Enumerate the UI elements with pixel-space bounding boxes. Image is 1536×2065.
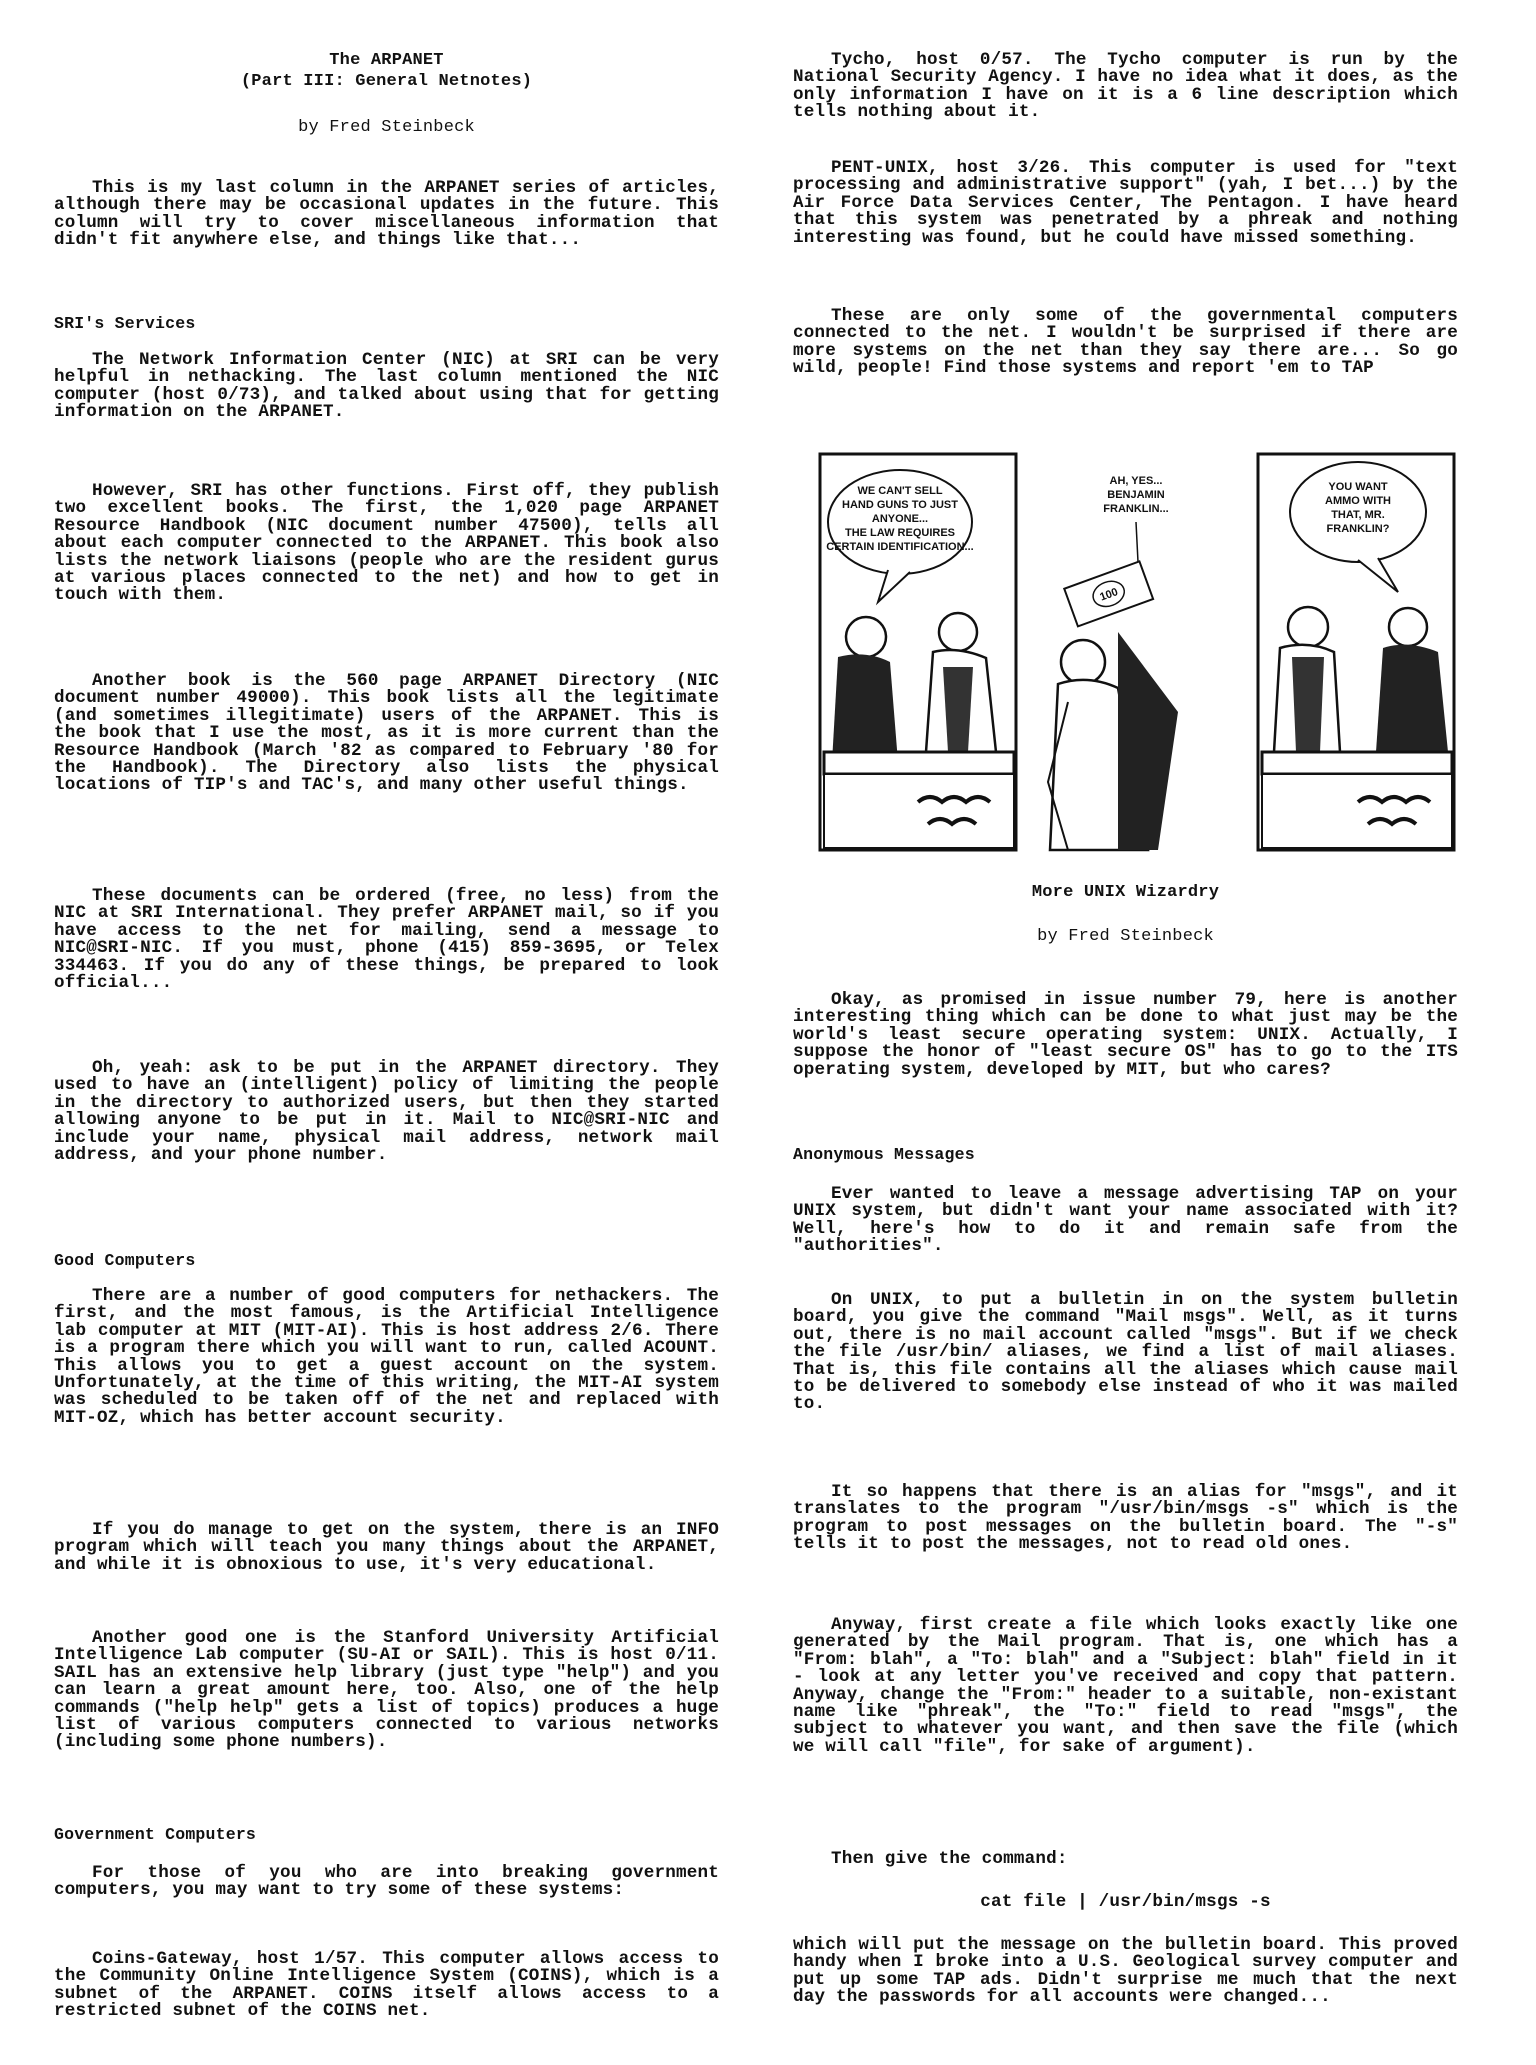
good-paragraph-3: Another good one is the Stanford University Artificial Intelligence Lab computer (SU-AI or SAIL). This is host 0/11. SAIL has an extensive help library (just type "help") and you can learn a great amount here, too. Also, one of the help commands ("help help" gets a list of topics) produces a huge list of various computers connected to various networks (including some phone numbers).: [54, 1628, 719, 1753]
tycho-host-name: Tycho,: [831, 50, 896, 70]
unix-article-byline: by Fred Steinbeck: [1037, 927, 1214, 946]
political-cartoon: [818, 452, 1456, 854]
cartoon-panel-2: [1048, 475, 1178, 850]
command-line: cat file | /usr/bin/msgs -s: [980, 1892, 1271, 1912]
bubble-3-line-2: AMMO WITH: [1325, 495, 1391, 507]
bubble-1-line-2: HAND GUNS TO JUST: [842, 499, 958, 511]
sri-paragraph-2: However, SRI has other functions. First off, they publish two excellent books. The first, the 1,020 page ARPANET Resource Handbook (NIC document number 47500), tells all about each computer connected to the ARPANET. This book also lists the network liaisons (people who are the resident gurus at various places connected to the net) and how to get in touch with them.: [54, 481, 719, 606]
hundred-dollar-bill: [1064, 561, 1153, 626]
bubble-1-line-5: CERTAIN IDENTIFICATION...: [826, 541, 974, 553]
section-heading-anonymous: Anonymous Messages: [793, 1145, 975, 1164]
sri-paragraph-1: The Network Information Center (NIC) at SRI can be very helpful in nethacking. The last column mentioned the NIC computer (host 0/73), and talked about using that for getting information on the ARPANET.: [54, 350, 719, 423]
bubble-2-line-3: FRANKLIN...: [1103, 503, 1169, 515]
bubble-2-line-2: BENJAMIN: [1107, 489, 1165, 501]
article-byline: by Fred Steinbeck: [298, 118, 475, 137]
intro-paragraph: This is my last column in the ARPANET series of articles, although there may be occasional updates in the future. This column will try to cover miscellaneous information that didn't fit anywhere else, and things like that...: [54, 178, 719, 251]
pent-unix-host-name: PENT-UNIX,: [831, 158, 939, 178]
bubble-3-line-3: THAT, MR.: [1331, 509, 1385, 521]
bubble-1-line-4: THE LAW REQUIRES: [844, 527, 956, 539]
unix-paragraph-3: On UNIX, to put a bulletin in on the system bulletin board, you give the command "Mail msgs". Well, as it turns out, there is no mail account called "msgs". But if we check the file /usr/bin/ aliases, we find a list of mail aliases. That is, this file contains all the aliases which cause mail to be delivered to somebody else instead of who it was mailed to.: [793, 1290, 1458, 1415]
tycho-paragraph: Tycho, host 0/57. The Tycho computer is run by the National Security Agency. I have no idea what it does, as the only information I have on it is a 6 line description which tells nothing about it.: [793, 50, 1458, 123]
unix-paragraph-6: Then give the command:: [831, 1849, 1068, 1869]
article-subtitle: (Part III: General Netnotes): [240, 72, 533, 91]
gov-paragraph-1: For those of you who are into breaking government computers, you may want to try some of these systems:: [54, 1863, 719, 1901]
good-paragraph-2: If you do manage to get on the system, there is an INFO program which will teach you many things about the ARPANET, and while it is obnoxious to use, it's very educational.: [54, 1520, 719, 1575]
article-title: The ARPANET: [329, 51, 444, 70]
good-paragraph-1: There are a number of good computers for nethackers. The first, and the most famous, is the Artificial Intelligence lab computer at MIT (MIT-AI). This is host address 2/6. There is a program there which you will want to run, called ACOUNT. This allows you to get a guest account on the system. Unfortunately, at the time of this writing, the MIT-AI system was scheduled to be taken off of the net and replaced with MIT-OZ, which has better account security.: [54, 1286, 719, 1428]
cartoon-panel-3: [1258, 454, 1454, 850]
section-heading-government: Government Computers: [54, 1825, 257, 1844]
gov-paragraph-coins: Coins-Gateway, host 1/57. This computer allows access to the Community Online Intelligence System (COINS), which is a subnet of the ARPANET. COINS itself allows access to a restricted subnet of the COINS net.: [54, 1949, 719, 2022]
bubble-3-line-1: YOU WANT: [1328, 481, 1388, 493]
bubble-1-line-1: WE CAN'T SELL: [857, 485, 943, 497]
sri-paragraph-5: Oh, yeah: ask to be put in the ARPANET directory. They used to have an (intelligent) policy of limiting the people in the directory to authorized users, but then they started allowing anyone to be put in it. Mail to NIC@SRI-NIC and include your name, physical mail address, network mail address, and your phone number.: [54, 1058, 719, 1166]
unix-paragraph-1: Okay, as promised in issue number 79, here is another interesting thing which can be done to what just may be the world's least secure operating system: UNIX. Actually, I suppose the honor of "least secure OS" has to go to the ITS operating system, developed by MIT, but who cares?: [793, 990, 1458, 1080]
unix-paragraph-5: Anyway, first create a file which looks exactly like one generated by the Mail program. That is, one which has a "From: blah", a "To: blah" and a "Subject: blah" field in it - look at any letter you've received and copy that pattern. Anyway, change the "From:" header to a suitable, non-existant name like "phreak", the "To:" field to read "msgs", the subject to whatever you want, and then save the file (which we will call "file", for sake of argument).: [793, 1615, 1458, 1757]
section-heading-sri: SRI's Services: [54, 314, 196, 333]
pent-unix-paragraph: PENT-UNIX, host 3/26. This computer is used for "text processing and administrative support" (yah, I bet...) by the Air Force Data Services Center, The Pentagon. I have heard that this system was penetrated by a phreak and nothing interesting was found, but he could have missed something.: [793, 158, 1458, 248]
bubble-3-line-4: FRANKLIN?: [1326, 523, 1390, 535]
unix-paragraph-7: which will put the message on the bulletin board. This proved handy when I broke into a U.S. Geological survey computer and put up some TAP ads. Didn't surprise me much that the next day the passwords for all accounts were changed...: [793, 1935, 1458, 2008]
unix-paragraph-4: It so happens that there is an alias for "msgs", and it translates to the program "/usr/bin/msgs -s" which is the program to post messages on the bulletin board. The "-s" tells it to post the messages, not to read old ones.: [793, 1482, 1458, 1555]
cartoon-panel-1: [820, 454, 1016, 850]
cartoon-illustration: [818, 452, 1456, 854]
bill-value: 100: [1098, 586, 1120, 604]
coins-host-name: Coins-Gateway,: [92, 1949, 243, 1969]
unix-article-title: More UNIX Wizardry: [1031, 883, 1220, 902]
bubble-1-line-3: ANYONE...: [871, 513, 929, 525]
sri-paragraph-4: These documents can be ordered (free, no less) from the NIC at SRI International. They prefer ARPANET mail, so if you have access to the net for mailing, send a message to NIC@SRI-NIC. If you must, phone (415) 859-3695, or Telex 334463. If you do any of these things, be prepared to look official...: [54, 886, 719, 994]
sri-paragraph-3: Another book is the 560 page ARPANET Directory (NIC document number 49000). This book lists all the legitimate (and sometimes illegitimate) users of the ARPANET. This is the book that I use the most, as it is more current than the Resource Handbook (March '82 as compared to February '80 for the Handbook). The Directory also lists the physical locations of TIP's and TAC's, and many other useful things.: [54, 671, 719, 796]
gov-closing-paragraph: These are only some of the governmental computers connected to the net. I wouldn't be surprised if there are more systems on the net than they say there are... So go wild, people! Find those systems and report 'em to TAP: [793, 306, 1458, 379]
bubble-2-line-1: AH, YES...: [1109, 475, 1163, 487]
unix-paragraph-2: Ever wanted to leave a message advertising TAP on your UNIX system, but didn't want your name associated with it? Well, here's how to do it and remain safe from the "authorities".: [793, 1184, 1458, 1257]
section-heading-good-computers: Good Computers: [54, 1251, 196, 1270]
